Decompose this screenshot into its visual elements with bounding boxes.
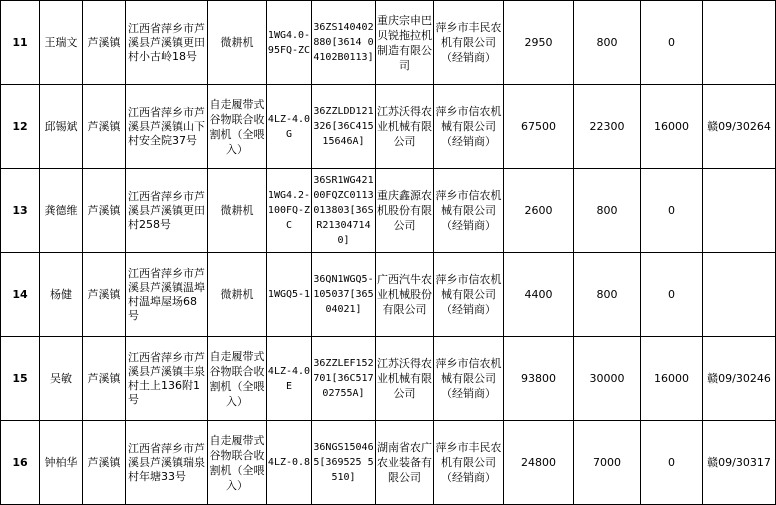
cell-dealer[interactable]	[434, 253, 504, 337]
cell-model-text: 4LZ-4.0E	[267, 365, 311, 392]
cell-machine-type-text: 自走履带式谷物联合收割机（全喂入）	[209, 349, 265, 408]
cell-dealer-text: 萍乡市丰民农机有限公司（经销商）	[435, 441, 502, 484]
cell-manufacturer-text: 广西汽牛农业机械股份有限公司	[377, 273, 432, 316]
cell-central-subsidy[interactable]: 7000	[574, 421, 641, 505]
cell-dealer-text: 萍乡市信农机械有限公司（经销商）	[435, 273, 502, 316]
table-body	[1, 1, 776, 505]
cell-price[interactable]: 93800	[504, 337, 574, 421]
cell-name[interactable]: 王瑞文	[40, 1, 83, 85]
cell-seq[interactable]: 15	[1, 337, 40, 421]
cell-manufacturer[interactable]	[376, 169, 434, 253]
cell-plate[interactable]	[703, 169, 776, 253]
cell-machine-type[interactable]	[208, 421, 267, 505]
cell-town[interactable]: 芦溪镇	[83, 337, 126, 421]
cell-dealer-text: 萍乡市信农机械有限公司（经销商）	[435, 105, 502, 148]
cell-machine-type-text: 微耕机	[220, 36, 254, 49]
cell-seq[interactable]: 14	[1, 253, 40, 337]
cell-provincial-subsidy[interactable]: 0	[641, 1, 703, 85]
cell-dealer[interactable]	[434, 337, 504, 421]
cell-provincial-subsidy[interactable]: 16000	[641, 85, 703, 169]
cell-address-text: 江西省萍乡市芦溪县芦溪镇更田村小古岭18号	[128, 21, 205, 63]
cell-price[interactable]: 67500	[504, 85, 574, 169]
cell-dealer[interactable]	[434, 85, 504, 169]
cell-model-text: 4LZ-0.8	[267, 457, 311, 468]
cell-code[interactable]	[312, 85, 376, 169]
cell-name[interactable]: 杨健	[40, 253, 83, 337]
cell-address-text: 江西省萍乡市芦溪县芦溪镇瑞泉村年塘33号	[128, 441, 205, 483]
cell-machine-type-text: 微耕机	[220, 204, 254, 217]
cell-manufacturer-text: 重庆宗申巴贝锐拖拉机制造有限公司	[377, 13, 432, 72]
cell-price[interactable]: 4400	[504, 253, 574, 337]
cell-central-subsidy[interactable]: 30000	[574, 337, 641, 421]
cell-central-subsidy[interactable]: 22300	[574, 85, 641, 169]
cell-plate[interactable]	[703, 1, 776, 85]
cell-town[interactable]: 芦溪镇	[83, 421, 126, 505]
cell-provincial-subsidy[interactable]: 0	[641, 421, 703, 505]
cell-plate[interactable]: 赣09/30317	[703, 421, 776, 505]
cell-manufacturer[interactable]	[376, 421, 434, 505]
cell-central-subsidy[interactable]: 800	[574, 169, 641, 253]
cell-code[interactable]	[312, 337, 376, 421]
cell-town[interactable]: 芦溪镇	[83, 253, 126, 337]
cell-manufacturer[interactable]	[376, 253, 434, 337]
cell-address[interactable]	[126, 1, 208, 85]
cell-manufacturer[interactable]	[376, 337, 434, 421]
cell-provincial-subsidy[interactable]: 0	[641, 169, 703, 253]
cell-manufacturer-text: 江苏沃得农业机械有限公司	[377, 357, 432, 400]
cell-model[interactable]	[267, 337, 312, 421]
cell-address-text: 江西省萍乡市芦溪县芦溪镇山下村安全院37号	[128, 105, 205, 147]
cell-manufacturer-text: 江苏沃得农业机械有限公司	[377, 105, 432, 148]
cell-plate[interactable]: 赣09/30264	[703, 85, 776, 169]
table-row[interactable]	[1, 421, 776, 505]
cell-address[interactable]	[126, 85, 208, 169]
cell-central-subsidy[interactable]: 800	[574, 1, 641, 85]
cell-machine-type-text: 自走履带式谷物联合收割机（全喂入）	[209, 433, 265, 492]
table-row[interactable]	[1, 85, 776, 169]
cell-central-subsidy[interactable]: 800	[574, 253, 641, 337]
cell-machine-type[interactable]	[208, 337, 267, 421]
cell-price[interactable]: 2600	[504, 169, 574, 253]
cell-code-text: 36NGS150465[369525 5510]	[313, 442, 374, 483]
cell-town[interactable]: 芦溪镇	[83, 169, 126, 253]
cell-provincial-subsidy[interactable]: 16000	[641, 337, 703, 421]
table-row[interactable]	[1, 1, 776, 85]
cell-dealer-text: 萍乡市信农机械有限公司（经销商）	[435, 189, 502, 232]
cell-model-text: 1WGQ5-1	[267, 289, 311, 300]
cell-machine-type[interactable]	[208, 85, 267, 169]
cell-code[interactable]	[312, 253, 376, 337]
cell-manufacturer-text: 湖南省农广农业装备有限公司	[377, 441, 432, 484]
cell-dealer-text: 萍乡市信农机械有限公司（经销商）	[435, 357, 502, 400]
cell-manufacturer-text: 重庆鑫源农机股份有限公司	[377, 189, 432, 232]
cell-manufacturer[interactable]	[376, 1, 434, 85]
cell-address[interactable]	[126, 169, 208, 253]
cell-name[interactable]: 钟柏华	[40, 421, 83, 505]
cell-machine-type[interactable]	[208, 1, 267, 85]
cell-seq[interactable]: 13	[1, 169, 40, 253]
cell-machine-type-text: 微耕机	[220, 288, 254, 301]
cell-model[interactable]	[267, 1, 312, 85]
cell-code[interactable]	[312, 1, 376, 85]
cell-model-text: 1WG4.2-100FQ-ZC	[267, 190, 311, 231]
cell-price[interactable]: 24800	[504, 421, 574, 505]
cell-provincial-subsidy[interactable]: 0	[641, 253, 703, 337]
cell-machine-type-text: 自走履带式谷物联合收割机（全喂入）	[209, 97, 265, 156]
cell-dealer[interactable]	[434, 169, 504, 253]
table-row[interactable]	[1, 253, 776, 337]
cell-plate[interactable]: 赣09/30246	[703, 337, 776, 421]
cell-code-text: 36QN1WGQ5-105037[36504021]	[313, 274, 374, 315]
cell-name[interactable]: 邱锡斌	[40, 85, 83, 169]
cell-model-text: 1WG4.0-95FQ-ZC	[267, 29, 311, 56]
cell-address-text: 江西省萍乡市芦溪县芦溪镇温埠村温埠屋场68号	[128, 266, 205, 322]
cell-code-text: 36ZZLDD121326[36C41515646A]	[313, 106, 374, 147]
cell-code-text: 36ZZLEF152701[36C51702755A]	[313, 358, 374, 399]
cell-manufacturer[interactable]	[376, 85, 434, 169]
cell-model[interactable]	[267, 421, 312, 505]
cell-code-text: 36SR1WG42100FQZC0113013803[36SR213047140]	[313, 175, 374, 246]
cell-plate[interactable]	[703, 253, 776, 337]
cell-town[interactable]: 芦溪镇	[83, 1, 126, 85]
cell-seq[interactable]: 16	[1, 421, 40, 505]
cell-code[interactable]	[312, 421, 376, 505]
cell-dealer[interactable]	[434, 421, 504, 505]
cell-address[interactable]	[126, 421, 208, 505]
cell-model[interactable]	[267, 85, 312, 169]
cell-code[interactable]	[312, 169, 376, 253]
cell-code-text: 36ZS140402880[3614 04102B0113]	[313, 22, 374, 63]
table-row[interactable]	[1, 337, 776, 421]
cell-name[interactable]: 龚德维	[40, 169, 83, 253]
cell-address[interactable]	[126, 253, 208, 337]
cell-seq[interactable]: 11	[1, 1, 40, 85]
cell-address[interactable]	[126, 337, 208, 421]
cell-address-text: 江西省萍乡市芦溪县芦溪镇更田村258号	[128, 189, 205, 231]
cell-town[interactable]: 芦溪镇	[83, 85, 126, 169]
cell-machine-type[interactable]	[208, 169, 267, 253]
cell-seq[interactable]: 12	[1, 85, 40, 169]
cell-price[interactable]: 2950	[504, 1, 574, 85]
cell-name[interactable]: 吴敏	[40, 337, 83, 421]
cell-address-text: 江西省萍乡市芦溪县芦溪镇丰泉村土上136附1号	[128, 350, 205, 406]
cell-model[interactable]	[267, 253, 312, 337]
table-row[interactable]	[1, 169, 776, 253]
cell-model[interactable]	[267, 169, 312, 253]
cell-dealer-text: 萍乡市丰民农机有限公司（经销商）	[435, 21, 502, 64]
cell-dealer[interactable]	[434, 1, 504, 85]
cell-machine-type[interactable]	[208, 253, 267, 337]
cell-model-text: 4LZ-4.0G	[267, 113, 311, 140]
